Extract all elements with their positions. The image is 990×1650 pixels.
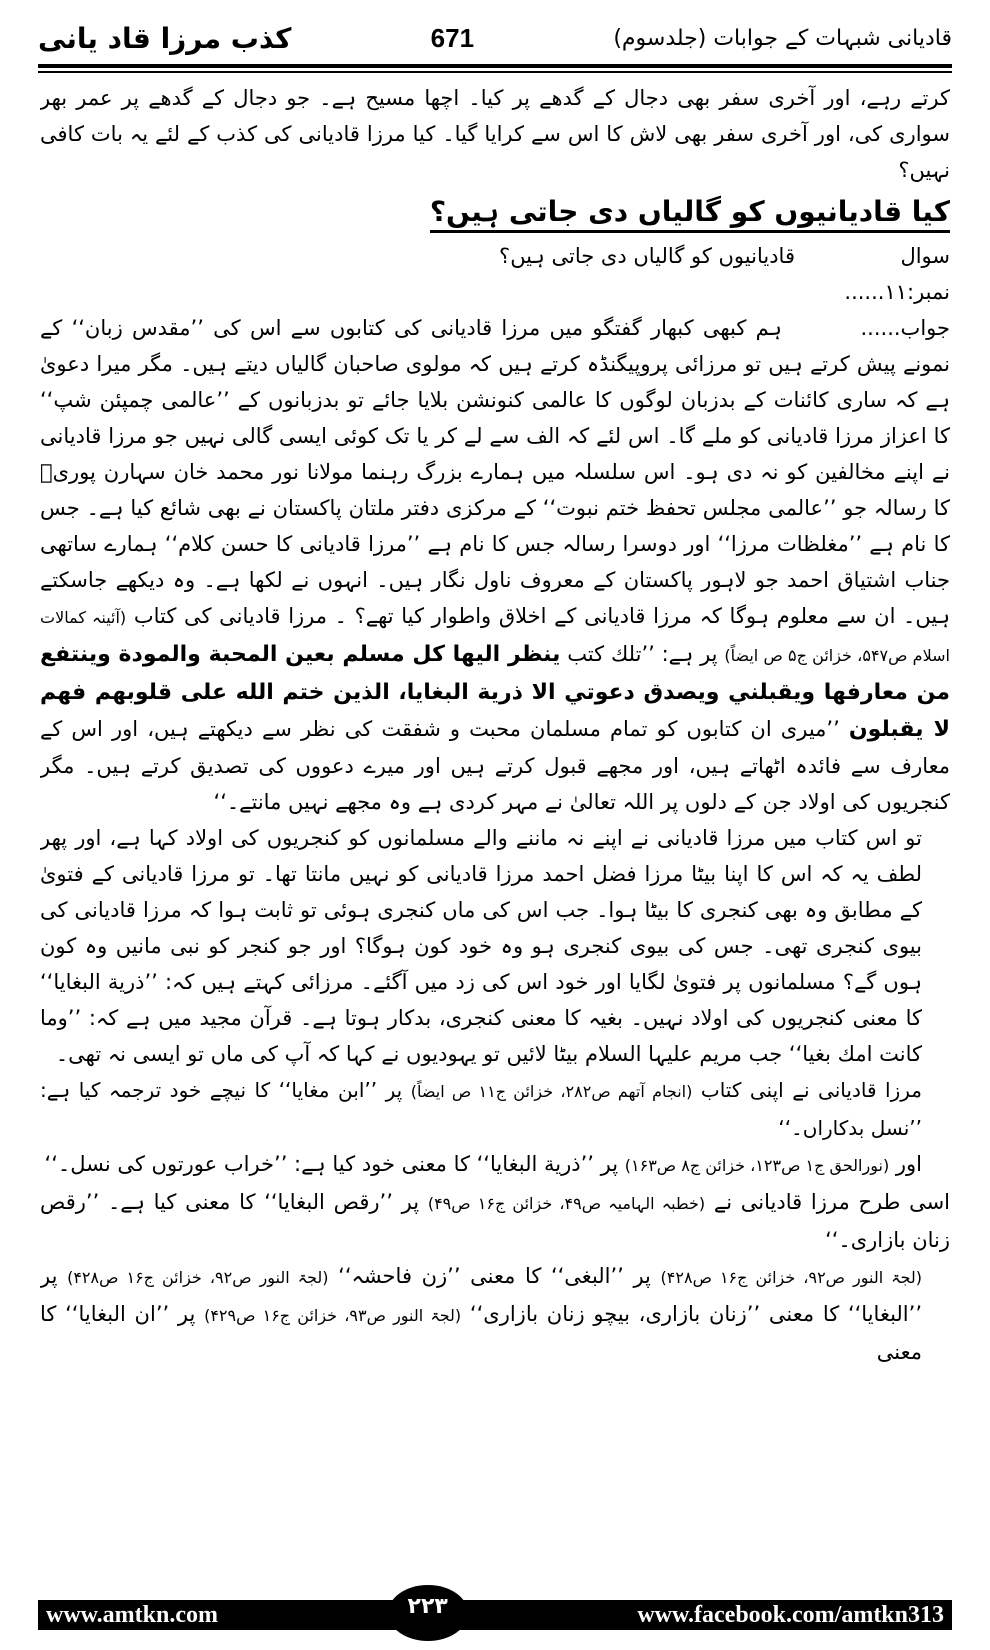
paragraph-5-start: اسی طرح مرزا قادیانی نے xyxy=(713,1190,950,1214)
reference-7: (لجۃ النور ص۹۳، خزائن ج۱۶ ص۴۲۹) xyxy=(204,1306,462,1325)
paragraph-2: تو اس کتاب میں مرزا قادیانی نے اپنے نہ ماننے والے مسلمانوں کو کنجریوں کی اولاد کہا ہے، اور پھر لطف یہ کہ اس کا اپنا بیٹا مرزا فضل احمد مرزا قادیانی کو نہیں مانتا تھا۔ تو مرزا قادیانی کے فتویٰ کے مطابق وہ بھی کنجری کا بیٹا ہوا۔ جب اس کی ماں کنجری ہوئی تو ثابت ہوا کہ مرزا قادیانی کی بیوی کنجری تھی۔ جس کی بیوی کنجری ہو وہ خود کون ہوگا؟ اور جو کنجر کو نبی مانیں وہ کون ہوں گے؟ مسلمانوں پر فتویٰ لگایا اور خود اس کی زد میں آگئے۔ مرزائی کہتے ہیں کہ: ’’ذرية البغايا‘‘ کا معنی کنجریوں کی اولاد نہیں۔ بغیہ کا معنی کنجری، بدکار ہوتا ہے۔ قرآن مجید میں ہے کہ: ’’وما كانت امك بغيا‘‘ جب مریم علیہا السلام بیٹا لائیں تو یہودیوں نے کہا کہ آپ کی ماں تو ایسی نہ تھی۔ xyxy=(40,826,922,1066)
question-row xyxy=(40,238,950,310)
urdu-translation: ’’میری ان کتابوں کو تمام مسلمان محبت و شفقت کی نظر سے دیکھتے ہیں، اور اس کے معارف سے فائدہ اٹھاتے ہیں، اور مجھے قبول کرتے ہیں اور میرے دعووں کی تصدیق کرتے ہیں۔ مگر کنجریوں کی اولاد جن کے دلوں پر اللہ تعالیٰ نے مہر کردی ہے وہ مجھے نہیں مانتے۔‘‘ xyxy=(40,717,950,814)
paragraph-4 xyxy=(40,1146,950,1184)
reference-3: (نورالحق ج۱ ص۱۲۳، خزائن ج۸ ص۱۶۳) xyxy=(624,1156,890,1175)
series-title: قادیانی شبہات کے جوابات (جلدسوم) xyxy=(613,25,952,51)
question-label: سوال نمبر:۱۱...... xyxy=(844,244,950,304)
facebook-link[interactable]: www.facebook.com/amtkn313 xyxy=(637,1601,944,1628)
paragraph-5-end: پر ’’رقص البغايا‘‘ کا معنی کیا ہے۔ ’’رقص زنان بازاری۔‘‘ xyxy=(40,1190,950,1252)
paragraph-3-end: پر ’’ابن مغایا‘‘ کا نیچے خود ترجمہ کیا ہے: ’’نسل بدکاراں۔‘‘ xyxy=(40,1078,922,1140)
answer-text: ہم کبھی کبھار گفتگو میں مرزا قادیانی کی کتابوں سے اس کی ’’مقدس زبان‘‘ کے نمونے پیش کرتے ہیں تو مرزائی پروپیگنڈہ کرتے ہیں کہ مولوی صاحبان گالیاں دیتے ہیں۔ مگر میرا دعویٰ ہے کہ ساری کائنات کے بدزبان لوگوں کا عالمی کنونشن بلایا جائے تو بدزبانوں کے ’’عالمی چمپئن شپ‘‘ کا اعزاز مرزا قادیانی کو ملے گا۔ اس لئے کہ الف سے لے کر یا تک کوئی ایسی گالی نہیں جو مرزا قادیانی نے اپنے مخالفین کو نہ دی ہو۔ اس سلسلہ میں ہمارے بزرگ رہنما مولانا نور محمد خان سہارن پوریؒ کا رسالہ جو ’’عالمی مجلس تحفظ ختم نبوت‘‘ کے مرکزی دفتر ملتان پاکستان نے بھی شائع کیا ہے۔ جس کا نام ہے ’’مغلظات مرزا‘‘ اور دوسرا رسالہ جس کا نام ہے ’’مرزا قادیانی کا حسن کلام‘‘ ہمارے ساتھی جناب اشتیاق احمد جو لاہور پاکستان کے معروف ناول نگار ہیں۔ انہوں نے لکھا ہے۔ وہ دیکھے جاسکتے ہیں۔ ان سے معلوم ہوگا کہ مرزا قادیانی کے اخلاق واطوار کیا تھے؟ ۔ مرزا قادیانی کی کتاب xyxy=(40,316,950,628)
website-link[interactable]: www.amtkn.com xyxy=(46,1601,218,1628)
book-title: كذب مرزا قاد يانی xyxy=(38,21,292,55)
section-heading-text: کیا قادیانیوں کو گالیاں دی جاتی ہیں؟ xyxy=(430,195,950,233)
reference-1: (آئینہ کمالات اسلام ص۵۴۷، خزائن ج۵ ص ایضاً) xyxy=(40,608,950,665)
section-heading xyxy=(40,190,950,234)
header-rule-thick xyxy=(38,64,952,68)
question-text: قادیانیوں کو گالیاں دی جاتی ہیں؟ xyxy=(499,244,795,268)
paragraph-5 xyxy=(40,1184,950,1258)
reference-5: (لجۃ النور ص۹۲، خزائن ج۱۶ ص۴۲۸) xyxy=(660,1268,923,1287)
paragraph-6-c: پر ’’ان البغايا‘‘ کا معنی xyxy=(40,1302,922,1364)
page-footer xyxy=(38,1594,952,1630)
page-content xyxy=(40,80,950,1588)
paragraph-3-start: مرزا قادیانی نے اپنی کتاب xyxy=(700,1078,923,1102)
paragraph-4-end: پر ’’ذرية البغايا‘‘ کا معنی خود کیا ہے: ’’خراب عورتوں کی نسل۔‘‘ xyxy=(44,1152,619,1176)
header-rule-thin xyxy=(38,71,952,73)
paragraph-4-start: اور xyxy=(895,1152,922,1176)
reference-4: (خطبہ الہامیہ ص۴۹، خزائن ج۱۶ ص۴۹) xyxy=(427,1194,706,1213)
page-number: 671 xyxy=(430,22,475,53)
paragraph-6-a: پر ’’البغی‘‘ کا معنی ’’زن فاحشہ‘‘ xyxy=(338,1264,651,1288)
paragraph-6 xyxy=(40,1258,950,1370)
intro-paragraph: کرتے رہے، اور آخری سفر بھی دجال کے گدھے پر کیا۔ اچھا مسیح ہے۔ جو دجال کے گدھے پر عمر بھر سواری کی، اور آخری سفر بھی لاش کا اس سے کرایا گیا۔ کیا مرزا قادیانی کی کذب کے لئے یہ بات کافی نہیں؟ xyxy=(40,86,950,182)
reference-2: (انجام آتھم ص۲۸۲، خزائن ج۱۱ ص ایضاً) xyxy=(410,1082,693,1101)
arabic-quote: ينظر اليها كل مسلم بعين المحبة والمودة وينتفع من معارفها ويقبلني ويصدق دعوتي الا ذرية البغايا، الذين ختم الله على قلوبهم فهم لا يقبلون xyxy=(40,642,950,742)
paragraph-6-b: پر ’’البغايا‘‘ کا معنی ’’زنان بازاری، بیچو زنان بازاری‘‘ xyxy=(40,1264,922,1326)
reference-1-tail: پر ہے: ’’تلك كتب xyxy=(567,642,718,666)
reference-6: (لجۃ النور ص۹۲، خزائن ج۱۶ ص۴۲۸) xyxy=(67,1268,329,1287)
paragraph-3 xyxy=(40,1072,950,1146)
page-header xyxy=(38,14,952,62)
page-number-badge: ۲۲۳ xyxy=(388,1585,468,1641)
answer-label: جواب...... xyxy=(860,316,950,340)
answer-paragraph xyxy=(40,310,950,820)
